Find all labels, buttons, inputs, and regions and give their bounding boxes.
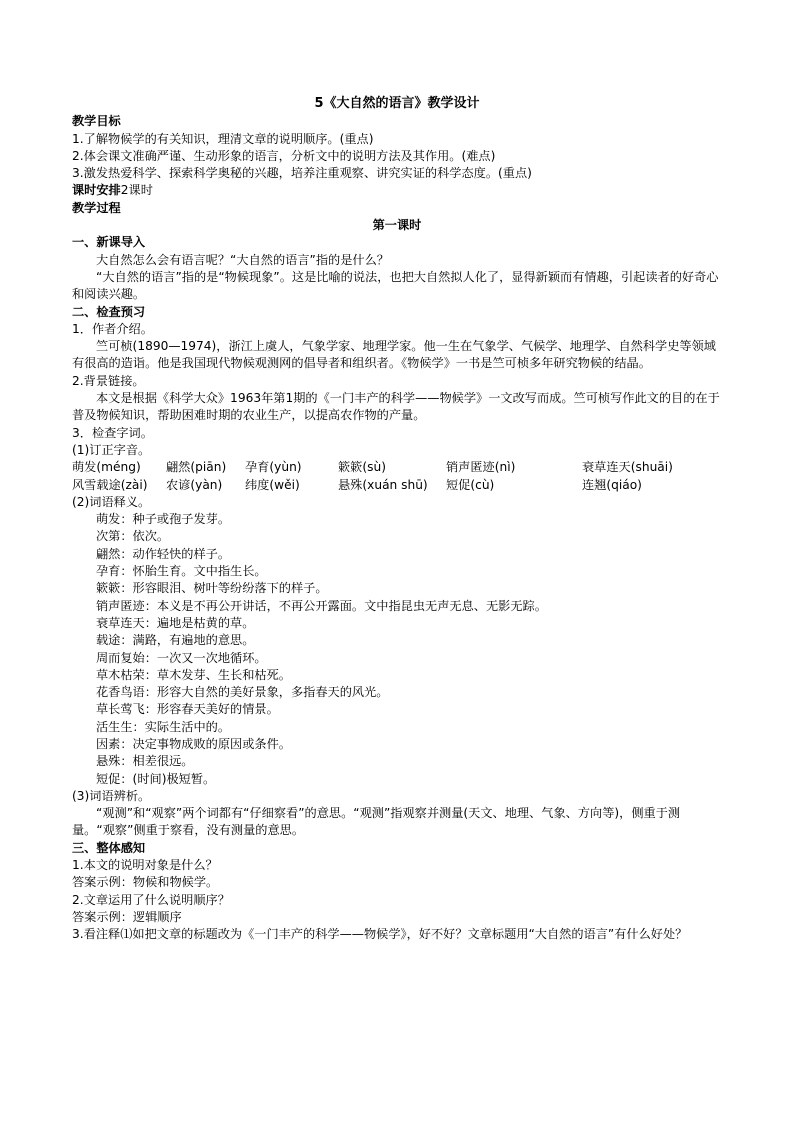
pronunciation-item: 风雪载途(zài) [72,477,148,492]
section-heading: 三、整体感知 [72,840,146,855]
question: 2.文章运用了什么说明顺序？ [72,892,230,907]
definition-list [72,511,722,788]
schedule-label: 课时安排 [72,183,121,198]
paragraph: “观测”和“观察”两个词都有“仔细察看”的意思。“观测”指观察并测量(天文、地理、气象、方向等)，侧重于测量。“观察”侧重于察看，没有测量的意思。 [72,806,681,838]
answer: 答案示例：物候和物候学。 [72,875,219,890]
objective-item: 3.激发热爱科学、探索科学奥秘的兴趣，培养注重观察、讲究实证的科学态度。(重点) [72,166,532,181]
pronunciation-grid [72,459,722,494]
answer: 答案示例：逻辑顺序 [72,909,182,924]
objectives-heading: 教学目标 [72,114,121,129]
definition-item: 次第：依次。 [96,529,170,544]
pronunciation-item: 孕育(yùn) [245,460,302,475]
process-heading: 教学过程 [72,200,121,215]
definition-item: 簌簌：形容眼泪、树叶等纷纷落下的样子。 [96,581,328,596]
pronunciation-item: 连翘(qiáo) [582,477,642,492]
subheading: 1．作者介绍。 [72,321,153,336]
definition-item: 萌发：种子或孢子发芽。 [96,512,231,527]
definition-item: 短促：(时间)极短暂。 [96,771,216,786]
definition-item: 周而复始：一次又一次地循环。 [96,650,267,665]
pronunciation-item: 翩然(piān) [166,460,227,475]
question: 1.本文的说明对象是什么？ [72,858,218,873]
document-title: 5《大自然的语言》教学设计 [314,96,480,111]
definition-item: 花香鸟语：形容大自然的美好景象，多指春天的风光。 [96,685,389,700]
pronunciation-item: 悬殊(xuán shū) [338,477,428,492]
question: 3.看注释⑴如把文章的标题改为《一门丰产的科学——物候学》，好不好？文章标题用“大自然的语言”有什么好处？ [72,927,688,942]
lesson-heading: 第一课时 [372,218,422,233]
definition-item: 草木枯荣：草木发芽、生长和枯死。 [96,667,291,682]
pronunciation-item: 农谚(yàn) [166,477,223,492]
definition-item: 草长莺飞：形容春天美好的情景。 [96,702,279,717]
schedule-value: 2课时 [120,183,153,198]
objective-item: 2.体会课文准确严谨、生动形象的语言，分析文中的说明方法及其作用。(难点) [72,148,496,163]
section-heading: 二、检查预习 [72,304,146,319]
definition-item: 载途：满路，有遍地的意思。 [96,633,255,648]
paragraph: 本文是根据《科学大众》1963年第1期的《一门丰产的科学——物候学》一文改写而成。竺可桢写作此文的目的在于普及物候知识，帮助困难时期的农业生产，以提高农作物的产量。 [72,391,720,423]
definition-item: 销声匿迹：本义是不再公开讲话，不再公开露面。文中指昆虫无声无息、无影无踪。 [96,598,547,613]
definition-item: 因素：决定事物成败的原因或条件。 [96,736,291,751]
subheading: 3．检查字词。 [72,425,153,440]
subheading: (1)订正字音。 [72,442,151,457]
paragraph: “大自然的语言”指的是“物候现象”。这是比喻的说法，也把大自然拟人化了，显得新颖而有情趣，引起读者的好奇心和阅读兴趣。 [72,269,719,302]
subheading: (3)词语辨析。 [72,788,151,803]
objective-item: 1.了解物候学的有关知识，理清文章的说明顺序。(重点) [72,131,374,146]
schedule-line [72,182,722,199]
definition-item: 孕育：怀胎生育。文中指生长。 [96,564,267,579]
definition-item: 悬殊：相差很远。 [96,754,194,769]
definition-item: 翩然：动作轻快的样子。 [96,546,231,561]
pronunciation-item: 衰草连天(shuāi) [582,460,673,475]
paragraph: 大自然怎么会有语言呢？“大自然的语言”指的是什么？ [96,252,389,267]
pronunciation-item: 纬度(wěi) [245,477,300,492]
document-page [72,95,722,944]
pronunciation-item: 短促(cù) [446,477,495,492]
subheading: (2)词语释义。 [72,494,151,509]
subheading: 2.背景链接。 [72,373,145,388]
definition-item: 活生生：实际生活中的。 [96,719,231,734]
pronunciation-item: 销声匿迹(nì) [446,460,516,475]
paragraph: 竺可桢(1890—1974)，浙江上虞人，气象学家、地理学家。他一生在气象学、气候学、地理学、自然科学史等领域有很高的造诣。他是我国现代物候观测网的倡导者和组织者。《物候学》一书是竺可桢多年研究物候的结晶。 [72,339,716,371]
section-heading: 一、新课导入 [72,235,146,250]
definition-item: 衰草连天：遍地是枯黄的草。 [96,615,255,630]
pronunciation-item: 萌发(méng) [72,460,141,475]
pronunciation-item: 簌簌(sù) [338,460,386,475]
